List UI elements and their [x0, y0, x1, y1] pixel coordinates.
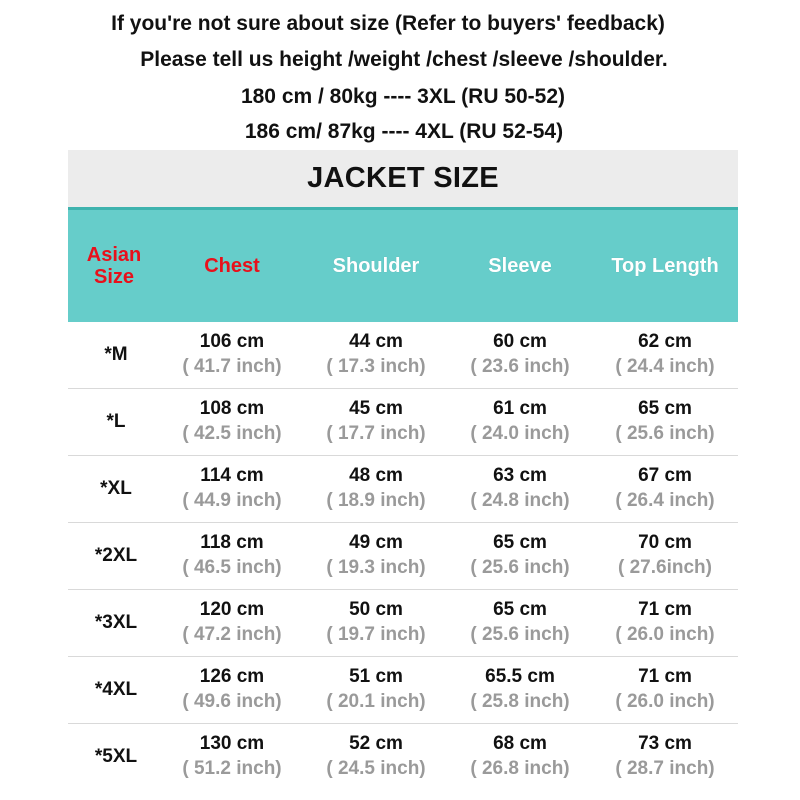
chest-cell — [160, 322, 304, 388]
sleeve-cell — [448, 523, 592, 589]
top-length-inch: ( 26.0 inch) — [615, 624, 715, 645]
intro-line-example-4xl: 186 cm/ 87kg ---- 4XL (RU 52-54) — [244, 120, 564, 143]
shoulder-cm: 45 cm — [349, 398, 403, 419]
top-length-cell — [592, 724, 738, 790]
intro-line-example-3xl: 180 cm / 80kg ---- 3XL (RU 50-52) — [240, 85, 566, 108]
chest-inch: ( 49.6 inch) — [182, 691, 282, 712]
shoulder-cm: 52 cm — [349, 733, 403, 754]
shoulder-cell — [304, 724, 448, 790]
size-label: *M — [104, 344, 128, 365]
table-row — [68, 590, 738, 657]
chest-inch: ( 47.2 inch) — [182, 624, 282, 645]
sleeve-cm: 63 cm — [493, 465, 547, 486]
shoulder-cell — [304, 456, 448, 522]
sleeve-cm: 65.5 cm — [485, 666, 555, 687]
shoulder-inch: ( 19.7 inch) — [326, 624, 426, 645]
sleeve-inch: ( 25.6 inch) — [470, 624, 570, 645]
sleeve-cell — [448, 657, 592, 723]
chest-cell — [160, 523, 304, 589]
sleeve-inch: ( 24.8 inch) — [470, 490, 570, 511]
header-size-line2: Size — [93, 266, 135, 288]
chest-cell — [160, 456, 304, 522]
sleeve-cm: 68 cm — [493, 733, 547, 754]
top-length-inch: ( 26.0 inch) — [615, 691, 715, 712]
chest-inch: ( 42.5 inch) — [182, 423, 282, 444]
size-label: *2XL — [94, 545, 138, 566]
sleeve-cm: 60 cm — [493, 331, 547, 352]
shoulder-cm: 51 cm — [349, 666, 403, 687]
sleeve-cm: 61 cm — [493, 398, 547, 419]
table-row — [68, 456, 738, 523]
shoulder-inch: ( 17.7 inch) — [326, 423, 426, 444]
shoulder-cell — [304, 523, 448, 589]
chest-inch: ( 44.9 inch) — [182, 490, 282, 511]
top-length-cell — [592, 657, 738, 723]
sleeve-cell — [448, 389, 592, 455]
sleeve-inch: ( 26.8 inch) — [470, 758, 570, 779]
chest-cell — [160, 657, 304, 723]
header-asian-size — [68, 210, 160, 322]
top-length-inch: ( 27.6inch) — [618, 557, 712, 578]
table-row — [68, 724, 738, 791]
top-length-cell — [592, 456, 738, 522]
table-header — [68, 207, 738, 322]
top-length-inch: ( 26.4 inch) — [615, 490, 715, 511]
shoulder-inch: ( 24.5 inch) — [326, 758, 426, 779]
table-title: JACKET SIZE — [307, 162, 499, 194]
shoulder-cell — [304, 657, 448, 723]
top-length-cm: 65 cm — [638, 398, 692, 419]
intro-line-measurements: Please tell us height /weight /chest /sleeve /shoulder. — [140, 48, 668, 71]
chest-cell — [160, 590, 304, 656]
table-row — [68, 322, 738, 389]
shoulder-cm: 50 cm — [349, 599, 403, 620]
intro-line-feedback: If you're not sure about size (Refer to buyers' feedback) — [111, 12, 665, 35]
header-size-line1: Asian — [86, 244, 142, 266]
top-length-cm: 71 cm — [638, 599, 692, 620]
sleeve-cell — [448, 724, 592, 790]
chest-cm: 130 cm — [199, 733, 265, 754]
top-length-cm: 70 cm — [638, 532, 692, 553]
shoulder-cell — [304, 590, 448, 656]
sleeve-cell — [448, 322, 592, 388]
header-chest: Chest — [204, 254, 260, 277]
size-label: *L — [106, 411, 126, 432]
top-length-cm: 67 cm — [638, 465, 692, 486]
top-length-inch: ( 25.6 inch) — [615, 423, 715, 444]
header-top-length: Top Length — [611, 254, 719, 277]
top-length-cm: 71 cm — [638, 666, 692, 687]
table-row — [68, 523, 738, 590]
size-label: *5XL — [94, 746, 138, 767]
chest-inch: ( 41.7 inch) — [182, 356, 282, 377]
top-length-cell — [592, 389, 738, 455]
header-shoulder: Shoulder — [332, 254, 420, 277]
shoulder-inch: ( 17.3 inch) — [326, 356, 426, 377]
header-sleeve: Sleeve — [488, 254, 552, 277]
sleeve-inch: ( 23.6 inch) — [470, 356, 570, 377]
top-length-cm: 62 cm — [638, 331, 692, 352]
chest-cm: 118 cm — [200, 532, 264, 553]
table-title-bar — [68, 150, 738, 207]
chest-cell — [160, 724, 304, 790]
size-label: *XL — [100, 478, 132, 499]
chest-inch: ( 51.2 inch) — [182, 758, 282, 779]
size-label: *3XL — [94, 612, 138, 633]
chest-cm: 126 cm — [199, 666, 265, 687]
chest-inch: ( 46.5 inch) — [182, 557, 282, 578]
top-length-cell — [592, 590, 738, 656]
top-length-cell — [592, 322, 738, 388]
table-row — [68, 389, 738, 456]
chest-cm: 114 cm — [200, 465, 264, 486]
sleeve-inch: ( 25.8 inch) — [470, 691, 570, 712]
chest-cm: 108 cm — [199, 398, 265, 419]
chest-cell — [160, 389, 304, 455]
sleeve-cm: 65 cm — [493, 599, 547, 620]
size-table-body — [68, 322, 738, 791]
sleeve-cell — [448, 590, 592, 656]
shoulder-cell — [304, 322, 448, 388]
top-length-cm: 73 cm — [638, 733, 692, 754]
shoulder-inch: ( 20.1 inch) — [326, 691, 426, 712]
size-label: *4XL — [94, 679, 138, 700]
shoulder-cm: 49 cm — [349, 532, 403, 553]
sleeve-inch: ( 24.0 inch) — [470, 423, 570, 444]
chest-cm: 120 cm — [199, 599, 265, 620]
top-length-inch: ( 24.4 inch) — [615, 356, 715, 377]
shoulder-cm: 48 cm — [349, 465, 403, 486]
shoulder-inch: ( 18.9 inch) — [326, 490, 426, 511]
top-length-cell — [592, 523, 738, 589]
chest-cm: 106 cm — [199, 331, 265, 352]
sleeve-inch: ( 25.6 inch) — [470, 557, 570, 578]
top-length-inch: ( 28.7 inch) — [615, 758, 715, 779]
table-row — [68, 657, 738, 724]
shoulder-inch: ( 19.3 inch) — [326, 557, 426, 578]
shoulder-cm: 44 cm — [349, 331, 403, 352]
shoulder-cell — [304, 389, 448, 455]
sleeve-cell — [448, 456, 592, 522]
sleeve-cm: 65 cm — [493, 532, 547, 553]
